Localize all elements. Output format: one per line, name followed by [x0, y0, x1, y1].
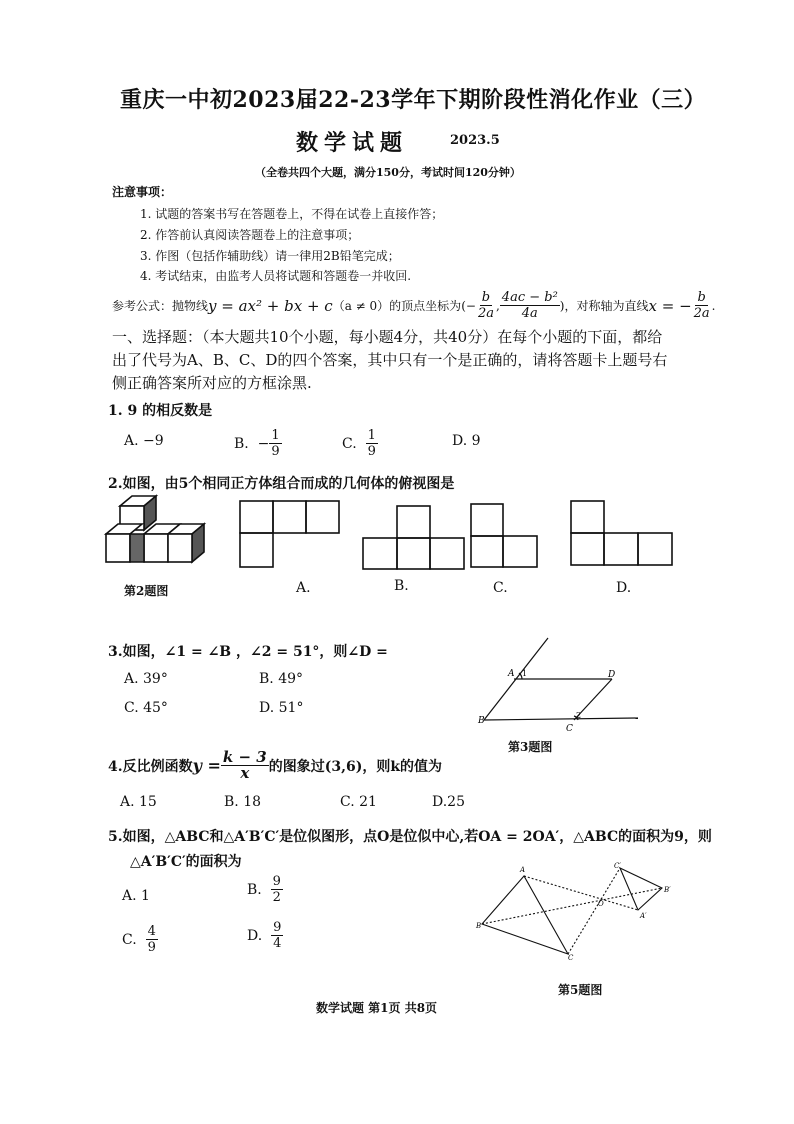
fraction: $\frac{9}{2}$	[272, 874, 281, 905]
q3-label-b: B	[478, 716, 485, 726]
q3-figure-caption: 第3题图	[508, 740, 553, 754]
formula-prefix: 参考公式：抛物线	[112, 299, 209, 313]
formula-eq: y = ax² + bx + c	[208, 296, 333, 315]
formula-axis-text: ，对称轴为直线	[564, 299, 649, 313]
q5-option-a: A. 1	[122, 888, 150, 904]
q5-label-a: A	[520, 866, 526, 874]
notice-item: 2. 作答前认真阅读答题卷上的注意事项；	[140, 228, 360, 242]
exam-date: 2023.5	[450, 133, 500, 148]
q2-option-a-figure	[239, 500, 341, 570]
q2-option-d: D.	[616, 580, 632, 596]
q3-option-a: A. 39°	[124, 671, 168, 687]
notice-item: 3. 作图（包括作辅助线）请一律用2B铅笔完成；	[140, 249, 400, 263]
question-4: 4.反比例函数 y = $\frac{k - 3}{x}$ 的图象过(3,6)，则k的值为	[108, 748, 443, 782]
fraction: $\frac{b}{2a}$	[477, 290, 494, 321]
q5-label-o: O	[598, 900, 604, 908]
q5-label-c: C	[568, 954, 574, 962]
q5-option-b: B. $\frac{9}{2}$	[247, 874, 281, 905]
q2-option-c-figure	[470, 503, 540, 569]
fraction: $\frac{b}{2a}$	[693, 290, 710, 321]
q3-option-d: D. 51°	[259, 700, 304, 716]
q2-figure-caption: 第2题图	[124, 584, 169, 598]
reference-formula: 参考公式：抛物线 y = ax² + bx + c （a ≠ 0） 的顶点坐标为 (− $\frac{b}{2a}$ , $\frac{\text{4ac − b²}}{4a}$ ) ，对称轴为直线 x = − $\frac{b}{2a}$ .	[112, 290, 716, 321]
page-footer: 数学试题 第1页 共8页	[316, 1001, 438, 1015]
q2-option-a: A.	[296, 580, 311, 596]
q2-option-b-figure	[362, 505, 466, 571]
q4-option-b: B. 18	[224, 794, 262, 810]
formula-vertex-text: 的顶点坐标为	[389, 299, 462, 313]
q3-option-c: C. 45°	[124, 700, 168, 716]
q1-option-a: A. −9	[124, 433, 164, 449]
q3-label-1: 1	[522, 669, 528, 678]
q3-label-a: A	[508, 669, 515, 679]
q5-label-b: B	[476, 922, 482, 930]
q4-option-a: A. 15	[120, 794, 157, 810]
q5-option-d: D. $\frac{9}{4}$	[247, 920, 282, 951]
q3-label-d: D	[608, 670, 616, 680]
q5-option-c: C. $\frac{4}{9}$	[122, 924, 156, 955]
q4-option-d: D.25	[432, 794, 465, 810]
question-3: 3.如图，∠1 = ∠B ，∠2 = 51°，则∠D =	[108, 644, 388, 660]
notice-item: 1. 试题的答案书写在答题卷上，不得在试卷上直接作答；	[140, 207, 444, 221]
q2-option-b: B.	[394, 578, 409, 594]
q2-option-c: C.	[493, 580, 508, 596]
q1-option-c: C. $\frac{1}{9}$	[342, 428, 376, 459]
section-1-instructions: 一、选择题：（本大题共10个小题，每小题4分，共40分）在每个小题的下面，都给出了代号为A、B、C、D的四个答案，其中只有一个是正确的，请将答题卡上题号右侧正确答案所对应的方框涂黑.	[112, 328, 668, 392]
notice-item: 4. 考试结束，由监考人员将试题和答题卷一并收回.	[140, 269, 412, 283]
q1-option-d: D. 9	[452, 433, 481, 449]
exam-info: （全卷共四个大题，满分150分，考试时间120分钟）	[255, 166, 521, 179]
q3-option-b: B. 49°	[259, 671, 304, 687]
page-title: 重庆一中初2023届22-23学年下期阶段性消化作业（三）	[120, 87, 707, 113]
question-1: 1. 9 的相反数是	[108, 403, 213, 419]
fraction: $\frac{\text{4ac − b²}}{4a}$	[501, 290, 558, 321]
q4-option-c: C. 21	[340, 794, 377, 810]
question-5: 5.如图，△ABC和△A′B′C′是位似图形，点O是位似中心,若OA = 2OA′，△ABC的面积为9，则	[108, 829, 712, 845]
formula-axis-eq: x = −	[648, 296, 692, 315]
q3-label-c: C	[566, 724, 573, 734]
page-subtitle: 数学试题	[296, 130, 409, 156]
q1-option-b: B. − $\frac{1}{9}$	[234, 428, 280, 459]
q5-label-b1: B′	[664, 886, 671, 894]
fraction: $\frac{1}{9}$	[367, 428, 376, 459]
fraction: $\frac{9}{4}$	[273, 920, 282, 951]
question-2: 2.如图，由5个相同正方体组合而成的几何体的俯视图是	[108, 476, 455, 492]
q2-option-d-figure	[570, 500, 674, 568]
q3-label-2: 2	[576, 711, 582, 720]
notice-heading: 注意事项：	[112, 185, 173, 199]
fraction: $\frac{4}{9}$	[147, 924, 156, 955]
q5-figure-caption: 第5题图	[558, 983, 603, 997]
q5-homothety-figure	[476, 860, 676, 960]
question-5-continued: △A′B′C′的面积为	[130, 854, 242, 870]
q5-label-c1: C′	[614, 862, 621, 870]
formula-cond: （a ≠ 0）	[332, 299, 390, 313]
q3-parallelogram-figure	[478, 636, 638, 736]
q5-label-a1: A′	[640, 912, 647, 920]
fraction: $\frac{k - 3}{x}$	[222, 748, 267, 782]
q2-cube-figure	[104, 494, 216, 568]
fraction: $\frac{1}{9}$	[271, 428, 280, 459]
